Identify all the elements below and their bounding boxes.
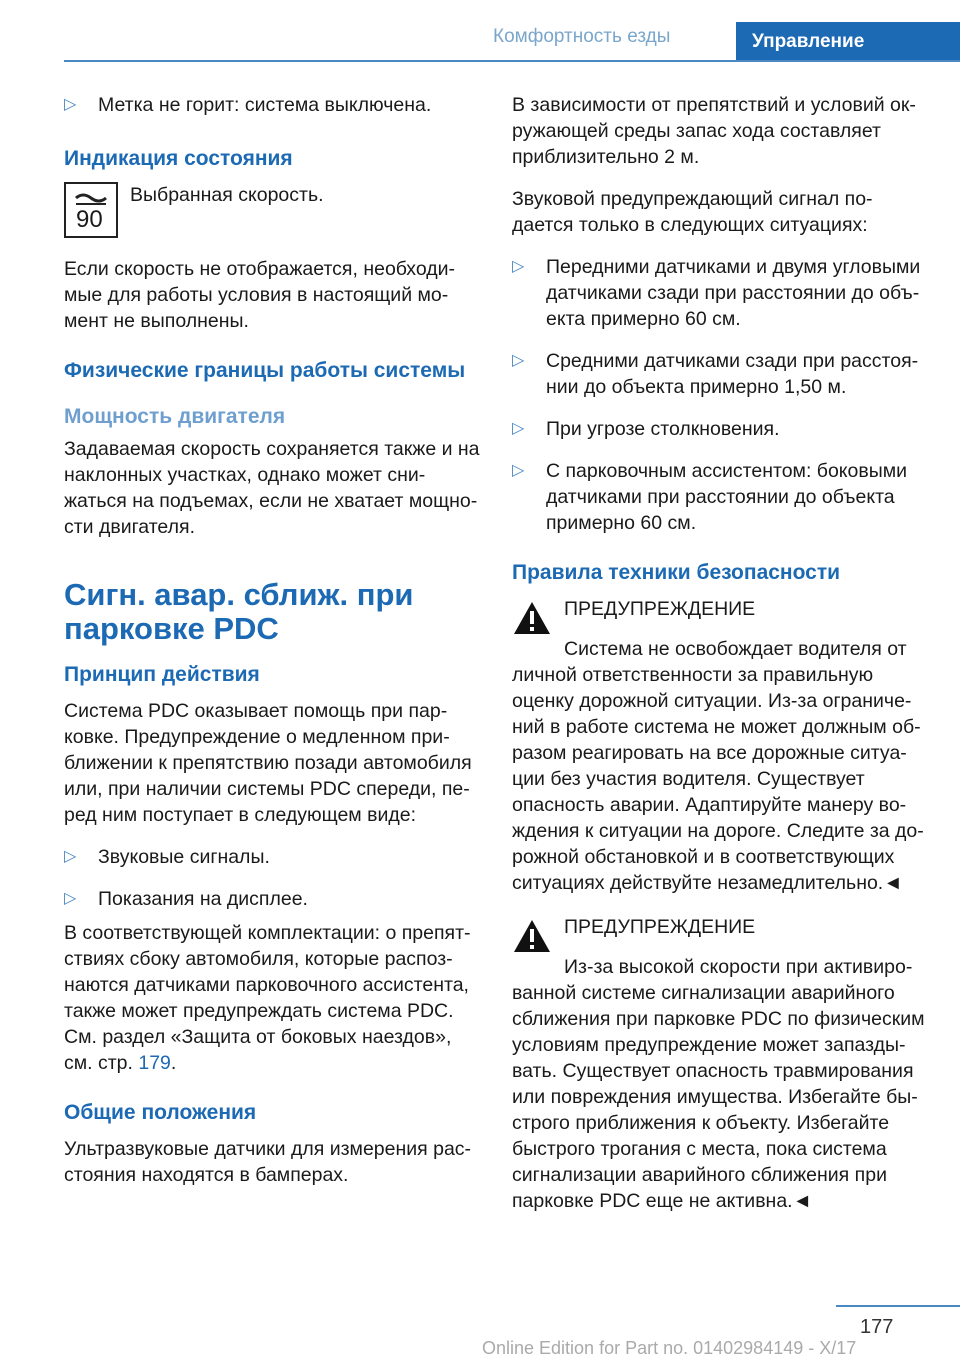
warning-body: Из-за высокой скорости при активиро‐ ванной системе сигнализации аварийного сближения при парковке PDC по физическим условиям предупреждение может запазды‐ вать. Существует опасность травмирования или повреждения имущества. Избегайте бы‐ строго приближения к объекту. Избегайте быстрого трогания с места, пока система сигнализации аварийного сближения при парковке PDC еще не активна.◄: [512, 956, 925, 1212]
heading-principle: Принцип действия: [64, 663, 260, 686]
bullet-text: Передними датчиками и двумя угловыми датчиками сзади при расстоянии до объ‐ екта примерно 60 см.: [546, 256, 921, 330]
bullet-text: Средними датчиками сзади при расстоя‐ нии до объекта примерно 1,50 м.: [546, 350, 919, 398]
general-text: Ультразвуковые датчики для измерения рас‐ стояния находятся в бамперах.: [64, 1138, 472, 1186]
header-rule: [64, 60, 960, 62]
heading-limits: Физические границы работы системы: [64, 359, 466, 382]
heading-status: Индикация состояния: [64, 147, 293, 170]
list-item: [512, 416, 932, 442]
page-number: 177: [860, 1316, 894, 1338]
heading-power: Мощность двигателя: [64, 405, 286, 428]
warning-triangle-icon: [512, 600, 552, 636]
bullet-text: При угрозе столкновения.: [546, 418, 780, 440]
bullet-text: Метка не горит: система выключена.: [98, 94, 432, 116]
warning-text: [512, 954, 932, 1214]
bullet-triangle-icon: ▷: [512, 258, 525, 275]
bullet-triangle-icon: ▷: [64, 96, 77, 113]
bullet-text: Звуковые сигналы.: [98, 846, 270, 868]
power-text: Задаваемая скорость сохраняется также и на наклонных участках, однако может сни‐ жаться на подъемах, если не хватает мощно‐ сти двигателя.: [64, 438, 480, 538]
bullet-triangle-icon: ▷: [512, 462, 525, 479]
list-item: [512, 348, 932, 400]
warning-2: [512, 914, 932, 1214]
section-title: Комфортность езды: [493, 26, 671, 47]
heading-pdc: Сигн. авар. сближ. при парковке PDC: [64, 577, 414, 646]
status-text: Выбранная скорость.: [130, 184, 324, 206]
page-header: [0, 0, 960, 60]
chapter-tab[interactable]: Управление: [736, 22, 960, 62]
warning-title: ПРЕДУПРЕЖДЕНИЕ: [564, 598, 756, 620]
warning-1: [512, 596, 932, 896]
page-link[interactable]: 179: [138, 1052, 171, 1074]
bullet-triangle-icon: ▷: [64, 848, 77, 865]
cruise-speed-icon: [64, 182, 118, 238]
bullet-triangle-icon: ▷: [64, 890, 77, 907]
heading-safety: Правила техники безопасности: [512, 561, 841, 584]
list-item: [512, 254, 932, 332]
list-item: [64, 92, 484, 118]
bullet-triangle-icon: ▷: [512, 352, 525, 369]
range-text: В зависимости от препятствий и условий ок‐ ружающей среды запас хода составляет приблизительно 2 м.: [512, 94, 916, 168]
list-item: [512, 458, 932, 536]
footer-rule: [836, 1305, 960, 1307]
left-column: [64, 92, 484, 1204]
status-indicator: [64, 182, 484, 238]
list-item: [64, 844, 484, 870]
warning-triangle-icon: [512, 918, 552, 954]
status-note: Если скорость не отображается, необходи‐ мые для работы условия в настоящий мо‐ мент не выполнены.: [64, 258, 456, 332]
bullet-text: С парковочным ассистентом: боковыми датчиками при расстоянии до объекта примерно 60 см.: [546, 460, 908, 534]
right-column: [512, 92, 932, 1214]
speed-value: 90: [76, 206, 103, 233]
list-item: [64, 886, 484, 912]
warning-title: ПРЕДУПРЕЖДЕНИЕ: [564, 916, 756, 938]
bullet-text: Показания на дисплее.: [98, 888, 308, 910]
principle-text: Система PDC оказывает помощь при пар‐ ковке. Предупреждение о медленном при‐ ближении к препятствию позади автомобиля или, при наличии системы PDC спереди, пе‐ ред ним поступает в следующем виде:: [64, 700, 472, 826]
heading-general: Общие положения: [64, 1101, 257, 1124]
equipment-body: В соответствующей комплектации: о препят‐ ствиях сбоку автомобиля, которые распоз‐ наются датчиками парковочного ассистента, также может предупреждать система PDC. См. раздел «Защита от боковых наездов», см. стр.: [64, 922, 471, 1074]
edition-text: Online Edition for Part no. 01402984149 - X/17: [482, 1338, 857, 1358]
warning-text: [512, 636, 932, 896]
bullet-triangle-icon: ▷: [512, 420, 525, 437]
equipment-text: В соответствующей комплектации: о препят‐ ствиях сбоку автомобиля, которые распоз‐ наются датчиками парковочного ассистента, также может предупреждать система PDC. См. раздел «Защита от боковых наездов», см. стр. 179.: [64, 922, 471, 1074]
signal-text: Звуковой предупреждающий сигнал по‐ дается только в следующих ситуациях:: [512, 188, 873, 236]
warning-body: Система не освобождает водителя от личной ответственности за правильную оценку дорожной ситуации. Из-за ограниче‐ ний в работе система не может должным об‐ разом реагировать на все дорожные ситуа‐ ции без участия водителя. Существует опасность аварии. Адаптируйте манеру во‐ ждения к ситуации на дороге. Следите за до‐ рожной обстановкой и в соответствующих ситуациях действуйте незамедлительно.◄: [512, 638, 924, 894]
